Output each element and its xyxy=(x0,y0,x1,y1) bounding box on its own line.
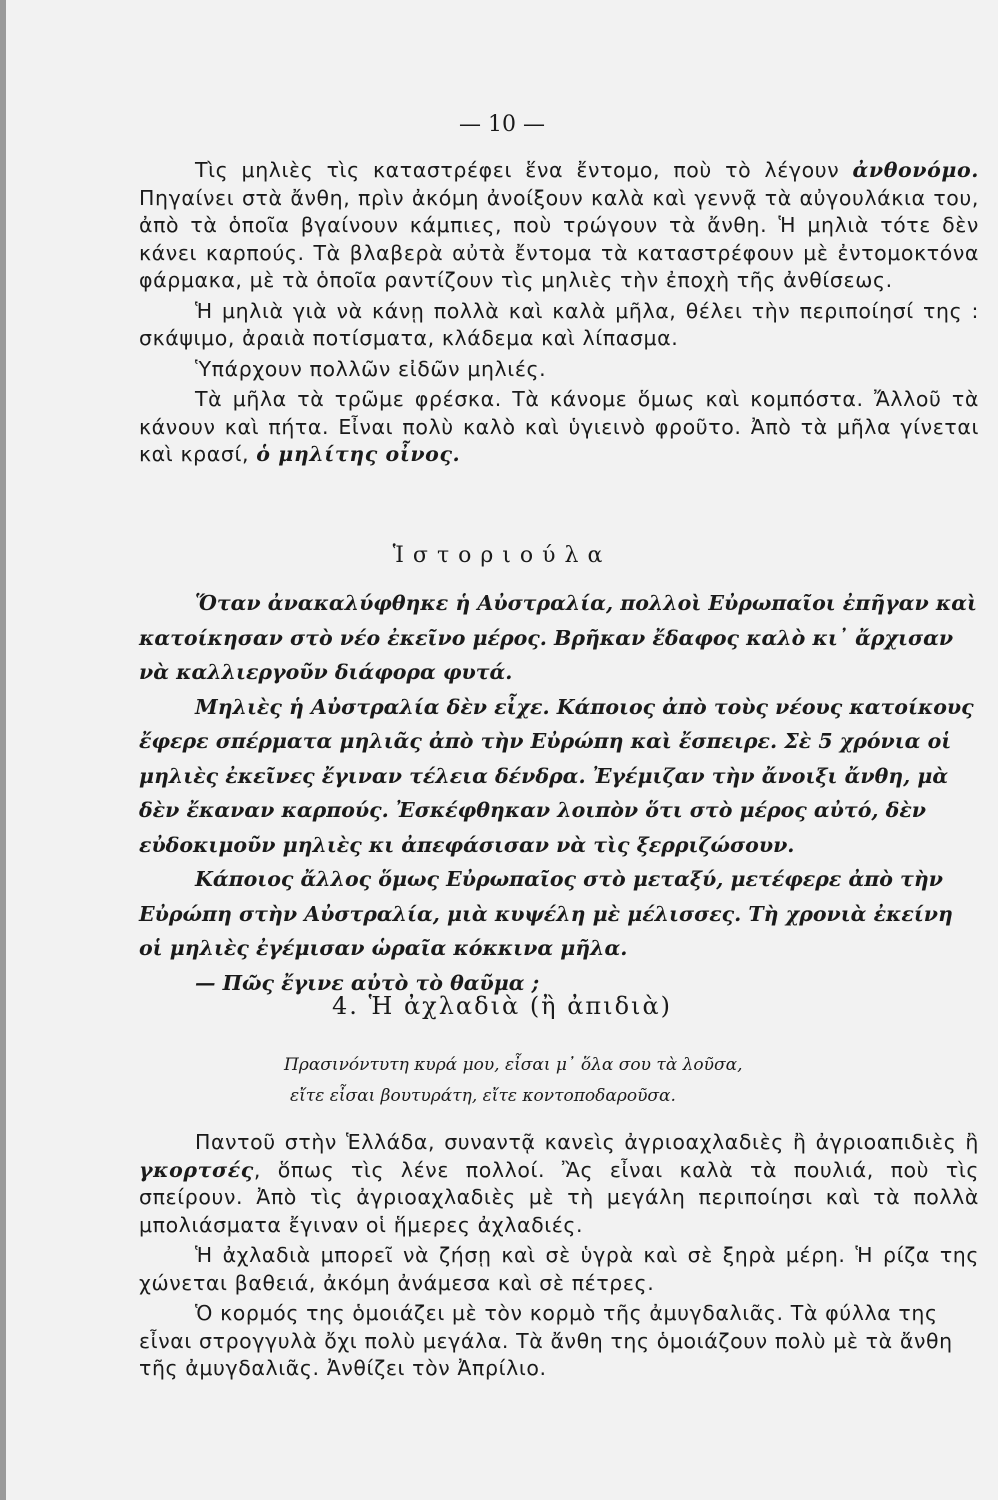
paragraph-text: Παντοῦ στὴν Ἑλλάδα, συναντᾷ κανεὶς ἀγριοαχλαδιὲς ἢ ἀγριοαπιδιὲς ἢ xyxy=(195,1130,979,1154)
term-cider: ὁ μηλίτης οἶνος. xyxy=(256,442,461,466)
paragraph-varieties: Ὑπάρχουν πολλῶν εἰδῶν μηλιές. xyxy=(195,356,547,381)
paragraph-text: Τὰ μῆλα τὰ τρῶμε φρέσκα. Τὰ κάνομε ὅμως καὶ κομπόστα. Ἄλλοῦ τὰ κάνουν καὶ πήτα. Εἶναι πολὺ καλὸ καὶ ὑγιεινὸ φροῦτο. Ἀπὸ τὰ μῆλα γίνεται καὶ κρασί, xyxy=(139,387,979,466)
paragraph-description: Ὁ κορμός της ὁμοιάζει μὲ τὸν κορμὸ τῆς ἀμυγδαλιᾶς. Τὰ φύλλα της εἶναι στρογγυλὰ ὄχι πολὺ μεγάλα. Τὰ ἄνθη της ὁμοιάζουν πολὺ μὲ τὰ ἄνθη τῆς ἀμυγδαλιᾶς. Ἀνθίζει τὸν Ἀπρίλιο. xyxy=(139,1301,953,1380)
paragraph-anthonomos xyxy=(139,157,979,295)
paragraph-text: Πηγαίνει στὰ ἄνθη, πρὶν ἀκόμη ἀνοίξουν καλὰ καὶ γεννᾷ τὰ αὐγουλάκια του, ἀπὸ τὰ ὁποῖα βγαίνουν κάμπιες, ποὺ τρώγουν τὰ ἄνθη. Ἡ μηλιὰ τότε δὲν κάνει καρπούς. Τὰ βλαβερὰ αὐτὰ ἔντομα τὰ καταστρέφουν μὲ ἐντομοκτόνα φάρμακα, μὲ τὰ ὁποῖα ραντίζουν τὶς μηλιὲς τὴν ἐποχὴ τῆς ἀνθίσεως. xyxy=(139,185,979,292)
paragraph-uses xyxy=(139,386,979,469)
paragraph-wild-pears xyxy=(139,1129,979,1239)
section-heading-pear: 4. Ἡ ἀχλαδιὰ (ἢ ἀπιδιὰ) xyxy=(331,992,673,1020)
paragraph-care: Ἡ μηλιὰ γιὰ νὰ κάνῃ πολλὰ καὶ καλὰ μῆλα, θέλει τὴν περιποίησί της : σκάψιμο, ἀραιὰ ποτίσματα, κλάδεμα καὶ λίπασμα. xyxy=(139,298,979,350)
poem-line-1: Πρασινόντυτη κυρά μου, εἶσαι μ᾿ ὅλα σου τὰ λοῦσα, xyxy=(284,1055,743,1075)
story-paragraph-3: Κάποιος ἄλλος ὅμως Εὐρωπαῖος στὸ μεταξύ, μετέφερε ἀπὸ τὴν Εὐρώπη στὴν Αὐστραλία, μιὰ κυψέλη μὲ μέλισσες. Τὴ χρονιὰ ἐκείνη οἱ μηλιὲς ἐγέμισαν ὡραῖα κόκκινα μῆλα. xyxy=(139,867,953,960)
term-gkortses: γκορτσές xyxy=(139,1157,254,1182)
paragraph-text: , ὅπως τὶς λένε πολλοί. Ἂς εἶναι καλὰ τὰ πουλιά, ποὺ τὶς σπείρουν. Ἀπὸ τὶς ἀγριοαχλαδιὲς μὲ τὴ μεγάλη περιποίησι καὶ τὰ πολλὰ μπολιάσματα ἔγιναν οἱ ἥμερες ἀχλαδιές. xyxy=(139,1157,979,1237)
apple-text-block xyxy=(139,157,979,469)
pear-text-block xyxy=(139,1129,979,1383)
story-question: — Πῶς ἔγινε αὐτὸ τὸ θαῦμα ; xyxy=(195,970,540,995)
story-heading: Ἱστοριούλα xyxy=(392,543,612,568)
term-anthonomos: ἀνθονόμο. xyxy=(852,158,979,182)
epigraph-poem xyxy=(284,1050,742,1112)
story-block xyxy=(139,586,979,1000)
paragraph-text: Τὶς μηλιὲς τὶς καταστρέφει ἕνα ἔντομο, ποὺ τὸ λέγουν xyxy=(195,158,853,182)
poem-line-2: εἴτε εἶσαι βουτυράτη, εἴτε κοντοποδαροῦσα. xyxy=(290,1086,676,1106)
page-number: — 10 — xyxy=(459,112,545,137)
story-paragraph-1: Ὅταν ἀνακαλύφθηκε ἡ Αὐστραλία, πολλοὶ Εὐρωπαῖοι ἐπῆγαν καὶ κατοίκησαν στὸ νέο ἐκεῖνο μέρος. Βρῆκαν ἔδαφος καλὸ κι᾿ ἄρχισαν νὰ καλλιεργοῦν διάφορα φυτά. xyxy=(139,591,977,684)
paragraph-habitat: Ἡ ἀχλαδιὰ μπορεῖ νὰ ζήσῃ καὶ σὲ ὑγρὰ καὶ σὲ ξηρὰ μέρη. Ἡ ρίζα της χώνεται βαθειά, ἀκόμη ἀνάμεσα καὶ σὲ πέτρες. xyxy=(139,1243,979,1295)
story-paragraph-2: Μηλιὲς ἡ Αὐστραλία δὲν εἶχε. Κάποιος ἀπὸ τοὺς νέους κατοίκους ἔφερε σπέρματα μηλιᾶς ἀπὸ τὴν Εὐρώπη καὶ ἔσπειρε. Σὲ 5 χρόνια οἱ μηλιὲς ἐκεῖνες ἔγιναν τέλεια δένδρα. Ἐγέμιζαν τὴν ἄνοιξι ἄνθη, μὰ δὲν ἔκαναν καρπούς. Ἐσκέφθηκαν λοιπὸν ὅτι στὸ μέρος αὐτό, δὲν εὐδοκιμοῦν μηλιὲς κι ἀπεφάσισαν νὰ τὶς ξερριζώσουν. xyxy=(139,694,974,857)
